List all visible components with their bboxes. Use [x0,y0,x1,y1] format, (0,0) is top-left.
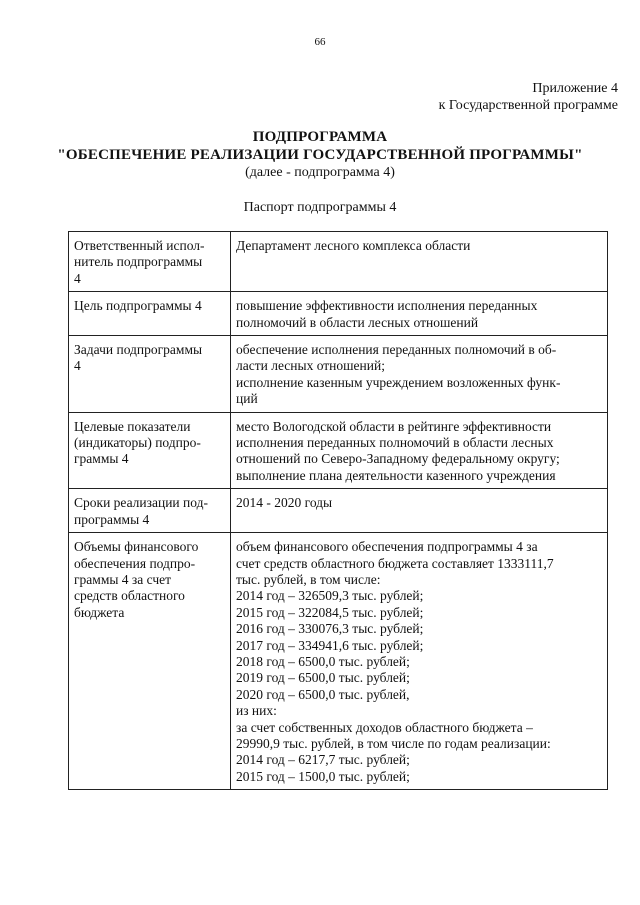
label-line: Задачи подпрограммы [74,342,203,358]
passport-row-label [69,412,231,489]
label-line: 4 [74,358,81,374]
appendix-line-2: к Государственной программе [438,98,618,113]
passport-row [69,412,608,489]
label-line: программы 4 [74,511,150,527]
value-line: исполнение казенным учреждением возложенных функ- [236,374,561,390]
passport-row [69,232,608,292]
value-line: Департамент лесного комплекса области [236,238,471,253]
value-line: 2015 год – 1500,0 тыс. рублей; [236,768,410,784]
passport-row-value [231,336,608,413]
value-line: тыс. рублей, в том числе: [236,571,381,587]
value-line: за счет собственных доходов областного бюджета – [236,719,533,735]
value-line: повышение эффективности исполнения переданных [236,298,538,314]
value-line: 29990,9 тыс. рублей, в том числе по годам реализации: [236,735,551,751]
value-line: 2019 год – 6500,0 тыс. рублей; [236,670,410,686]
value-line: обеспечение исполнения переданных полномочий в об- [236,342,557,358]
label-line: Сроки реализации под- [74,495,208,511]
passport-table [68,231,608,790]
label-line: граммы 4 за счет [74,571,172,587]
value-line: 2017 год – 334941,6 тыс. рублей; [236,637,424,653]
value-line: ласти лесных отношений; [236,358,385,374]
passport-row [69,292,608,336]
value-line: счет средств областного бюджета составляет 1333111,7 [236,555,554,571]
passport-row-label [69,533,231,790]
passport-table-body [69,232,608,790]
label-line: (индикаторы) подпро- [74,435,201,451]
label-line: Цель подпрограммы 4 [74,298,202,314]
label-line: 4 [74,270,81,286]
passport-row [69,533,608,790]
value-line: из них: [236,703,277,719]
value-line: выполнение плана деятельности казенного учреждения [236,467,556,483]
appendix-note [439,80,618,114]
passport-title: Паспорт подпрограммы 4 [243,200,397,215]
value-line: полномочий в области лесных отношений [236,314,479,330]
passport-row-value [231,412,608,489]
label-line: средств областного [74,588,185,604]
value-line: 2014 год – 326509,3 тыс. рублей; [236,588,424,604]
title-line-3: (далее - подпрограмма 4) [245,165,395,180]
passport-row [69,489,608,533]
passport-row-value [231,232,608,292]
title-line-1: ПОДПРОГРАММА [252,129,388,145]
value-line: место Вологодской области в рейтинге эффективности [236,418,552,434]
label-line: Целевые показатели [74,418,191,434]
passport-row-value [231,292,608,336]
value-line: 2014 год – 6217,7 тыс. рублей; [236,752,410,768]
passport-row-label [69,232,231,292]
value-line: 2014 - 2020 годы [236,495,333,511]
passport-row-label [69,489,231,533]
label-line: Ответственный испол- [74,238,205,253]
value-line: ций [236,391,258,407]
value-line: отношений по Северо-Западному федеральному округу; [236,451,560,467]
passport-row [69,336,608,413]
value-line: 2016 год – 330076,3 тыс. рублей; [236,621,424,637]
title-line-2: "ОБЕСПЕЧЕНИЕ РЕАЛИЗАЦИИ ГОСУДАРСТВЕННОЙ ПРОГРАММЫ" [57,147,583,163]
appendix-line-1: Приложение 4 [532,81,618,96]
page-number: 66 [314,36,326,48]
value-line: исполнения переданных полномочий в области лесных [236,435,554,451]
value-line: 2015 год – 322084,5 тыс. рублей; [236,604,424,620]
label-line: граммы 4 [74,451,129,467]
label-line: нитель подпрограммы [74,254,203,270]
value-line: объем финансового обеспечения подпрограммы 4 за [236,539,538,555]
label-line: Объемы финансового [74,539,199,555]
label-line: обеспечения подпро- [74,555,196,571]
value-line: 2018 год – 6500,0 тыс. рублей; [236,653,410,669]
passport-row-value [231,533,608,790]
passport-row-label [69,336,231,413]
passport-row-value [231,489,608,533]
subprogram-title [0,128,640,181]
passport-row-label [69,292,231,336]
label-line: бюджета [74,604,125,620]
value-line: 2020 год – 6500,0 тыс. рублей, [236,686,410,702]
